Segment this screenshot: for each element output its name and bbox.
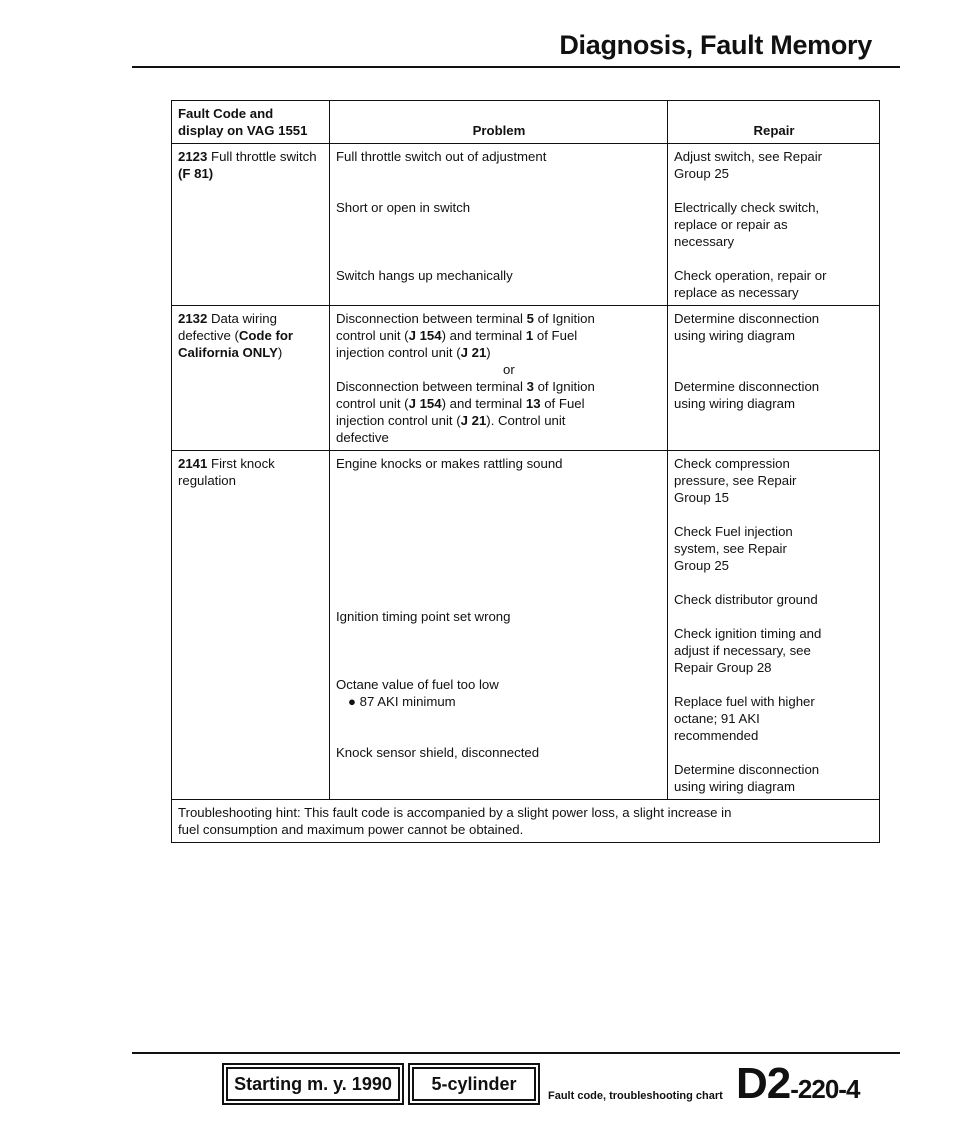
repair-cell: Adjust switch, see Repair Group 25 Electrically check switch, replace or repair as necessary Check operation, repair or replace as necessary bbox=[668, 144, 880, 306]
problem-cell: Full throttle switch out of adjustment Short or open in switch Switch hangs up mechanically bbox=[330, 144, 668, 306]
page-number: D2-220-4 bbox=[736, 1059, 860, 1108]
table-row bbox=[172, 306, 880, 451]
header-rule bbox=[132, 66, 900, 68]
chart-caption: Fault code, troubleshooting chart bbox=[548, 1090, 723, 1102]
or-separator: or bbox=[503, 362, 515, 377]
table-header-row bbox=[172, 101, 880, 144]
page-title: Diagnosis, Fault Memory bbox=[559, 30, 872, 60]
table-row bbox=[172, 144, 880, 306]
fault-code-table bbox=[171, 100, 880, 843]
engine-type-box: 5-cylinder bbox=[412, 1067, 536, 1101]
troubleshooting-hint-row bbox=[172, 800, 880, 843]
fault-code-cell: 2132 Data wiring defective (Code for California ONLY) bbox=[172, 306, 330, 451]
fault-code-cell: 2123 Full throttle switch (F 81) bbox=[172, 144, 330, 306]
footer-rule bbox=[132, 1052, 900, 1054]
model-year-box: Starting m. y. 1990 bbox=[226, 1067, 400, 1101]
problem-cell: Disconnection between terminal 5 of Ignition control unit (J 154) and terminal 1 of Fuel injection control unit (J 21) or Disconnection between terminal 3 of Ignition control unit (J 154) and terminal 13 of Fuel injection control unit (J 21). Control unit defective bbox=[330, 306, 668, 451]
repair-cell: Determine disconnection using wiring diagram Determine disconnection using wiring diagram bbox=[668, 306, 880, 451]
table-row bbox=[172, 451, 880, 800]
header-repair: Repair bbox=[668, 101, 880, 144]
header-fault-code: Fault Code and display on VAG 1551 bbox=[172, 101, 330, 144]
repair-cell: Check compression pressure, see Repair Group 15 Check Fuel injection system, see Repair Group 25 Check distributor ground Check ignition timing and adjust if necessary, see Repair Group 28 Replace fuel with higher octane; 91 AKI recommended Determine disconnection using wiring diagram bbox=[668, 451, 880, 800]
fault-code-cell: 2141 First knock regulation bbox=[172, 451, 330, 800]
problem-cell: Engine knocks or makes rattling sound Ignition timing point set wrong Octane value of fuel too low ● 87 AKI minimum Knock sensor shield, disconnected bbox=[330, 451, 668, 800]
header-problem: Problem bbox=[330, 101, 668, 144]
troubleshooting-hint: Troubleshooting hint: This fault code is accompanied by a slight power loss, a slight increase in fuel consumption and maximum power cannot be obtained. bbox=[172, 800, 880, 843]
